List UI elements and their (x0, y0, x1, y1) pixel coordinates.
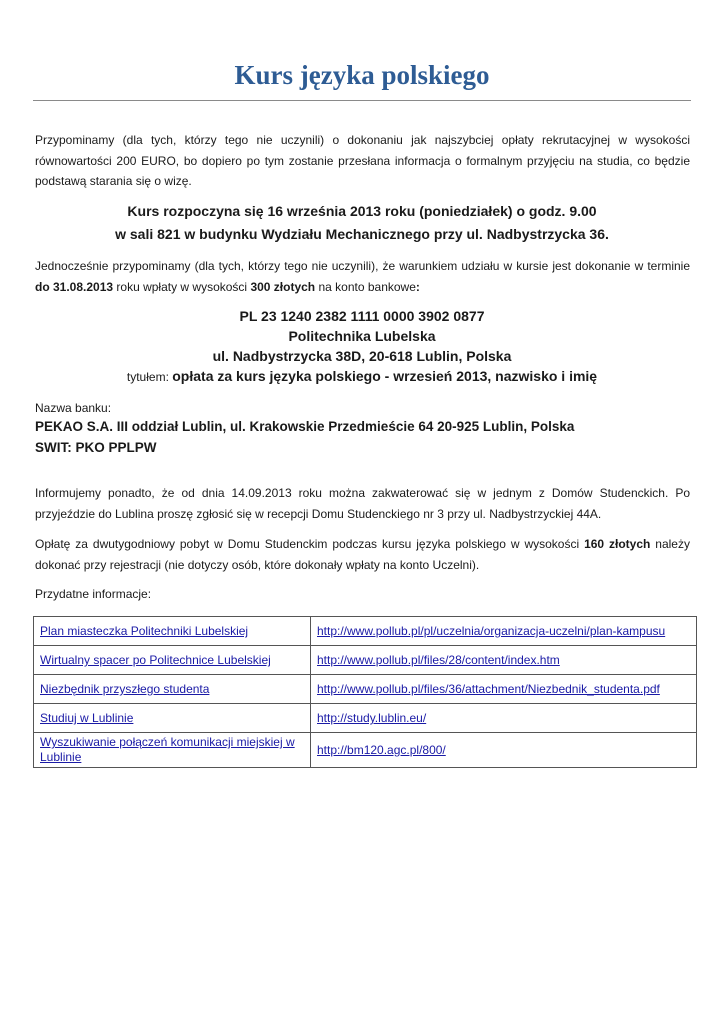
table-cell (311, 733, 697, 768)
link-study-lublin-url[interactable]: http://study.lublin.eu/ (317, 711, 427, 725)
account-holder: Politechnika Lubelska (288, 328, 436, 344)
table-cell (311, 675, 697, 704)
course-start-block (33, 200, 691, 246)
link-student-guide-url[interactable]: http://www.pollub.pl/files/36/attachment/Niezbednik_studenta.pdf (317, 682, 660, 696)
link-public-transport[interactable]: Wyszukiwanie połączeń komunikacji miejskiej w Lublinie (40, 735, 295, 764)
table-cell (34, 733, 311, 768)
table-row (34, 675, 697, 704)
table-row (34, 646, 697, 675)
table-row (34, 617, 697, 646)
bank-name: PEKAO S.A. III oddział Lublin, ul. Krakowskie Przedmieście 64 20-925 Lublin, Polska (35, 419, 575, 434)
dormitory-fee-amount: 160 złotych (584, 537, 651, 551)
payment-condition-paragraph (35, 256, 690, 297)
dormitory-paragraph: Informujemy ponadto, że od dnia 14.09.2013 roku można zakwaterować się w jednym z Domów Studenckich. Po przyjeździe do Lublina proszę zgłosić się w recepcji Domu Studenckiego nr 3 przy ul. Nadbystrzyckiej 44A. (35, 486, 690, 521)
table-row (34, 704, 697, 733)
transfer-title-label: tytułem: (126, 370, 173, 384)
condition-text-1: Jednocześnie przypominamy (dla tych, którzy tego nie uczynili), że warunkiem udziału w kursie jest dokonanie w terminie (35, 259, 690, 273)
link-study-lublin[interactable]: Studiuj w Lublinie (40, 711, 134, 725)
useful-info-label: Przydatne informacje: (35, 587, 152, 601)
transfer-title-line (33, 366, 691, 387)
table-cell (311, 646, 697, 675)
account-address: ul. Nadbystrzycka 38D, 20-618 Lublin, Polska (212, 348, 512, 364)
course-start-line-1: Kurs rozpoczyna się 16 września 2013 roku (poniedziałek) o godz. 9.00 (127, 203, 597, 219)
table-cell (34, 704, 311, 733)
link-virtual-tour-url[interactable]: http://www.pollub.pl/files/28/content/index.htm (317, 653, 560, 667)
table-cell (34, 646, 311, 675)
fee-text-1: Opłatę za dwutygodniowy pobyt w Domu Studenckim podczas kursu języka polskiego w wysokości (35, 537, 585, 551)
title-divider (33, 100, 691, 101)
link-campus-map-url[interactable]: http://www.pollub.pl/pl/uczelnia/organizacja-uczelni/plan-kampusu (317, 624, 666, 638)
bank-account-block (33, 306, 691, 387)
payment-deadline: do 31.08.2013 (35, 279, 114, 294)
payment-amount: 300 złotych (250, 279, 316, 294)
table-cell (311, 617, 697, 646)
fee-text-2: należy dokonać przy rejestracji (nie dotyczy osób, które dokonały wpłaty na konto Uczelni). (35, 537, 690, 572)
table-cell (311, 704, 697, 733)
bank-info-block (35, 400, 690, 458)
link-campus-map[interactable]: Plan miasteczka Politechniki Lubelskiej (40, 624, 249, 638)
table-cell (34, 617, 311, 646)
link-virtual-tour[interactable]: Wirtualny spacer po Politechnice Lubelskiej (40, 653, 271, 667)
condition-text-2: roku wpłaty w wysokości (113, 279, 251, 294)
bank-label: Nazwa banku: (35, 401, 112, 415)
intro-paragraph: Przypominamy (dla tych, którzy tego nie uczynili) o dokonaniu jak najszybciej opłaty rekrutacyjnej w wysokości równowartości 200 EURO, bo dopiero po tym zostanie przesłana informacja o formalnym przyjęciu na studia, co będzie podstawą starania się o wizę. (35, 133, 690, 188)
condition-text-3: na konto bankowe (315, 279, 416, 294)
condition-colon: : (415, 279, 420, 294)
course-start-line-2: w sali 821 w budynku Wydziału Mechanicznego przy ul. Nadbystrzycka 36. (115, 226, 609, 242)
dormitory-fee-paragraph (35, 534, 690, 575)
account-number: PL 23 1240 2382 1111 0000 3902 0877 (239, 308, 485, 324)
page-title: Kurs języka polskiego (234, 60, 490, 90)
transfer-title-value: opłata za kurs języka polskiego - wrzesień 2013, nazwisko i imię (172, 368, 598, 384)
table-row (34, 733, 697, 768)
table-cell (34, 675, 311, 704)
link-public-transport-url[interactable]: http://bm120.agc.pl/800/ (317, 742, 446, 757)
bank-swift: SWIT: PKO PPLPW (35, 440, 157, 455)
useful-links-table (33, 616, 697, 768)
link-student-guide[interactable]: Niezbędnik przyszłego studenta (40, 682, 210, 696)
